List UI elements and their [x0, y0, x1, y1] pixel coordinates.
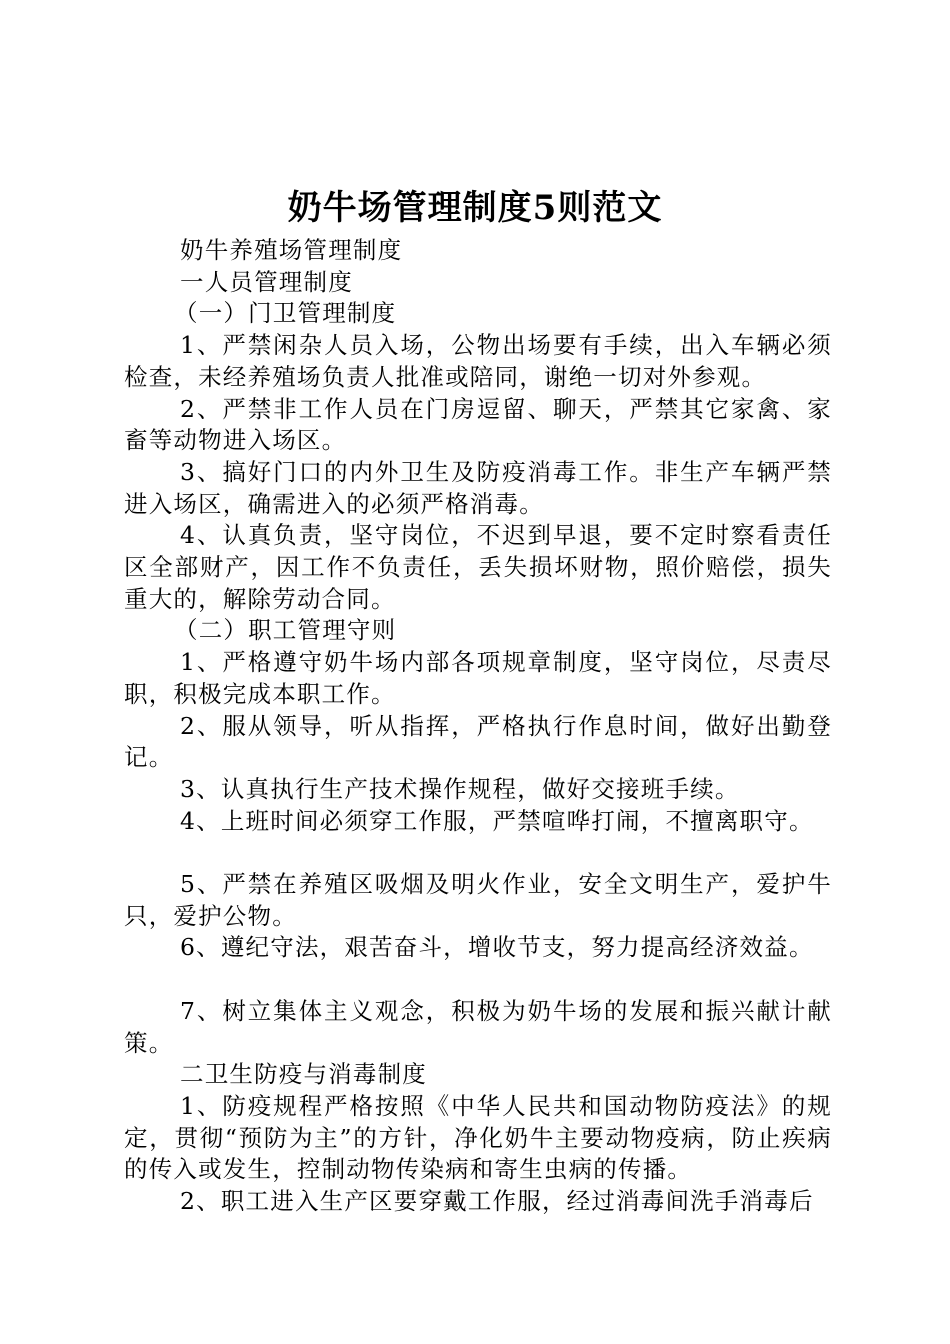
paragraph: 2、职工进入生产区要穿戴工作服，经过消毒间洗手消毒后: [180, 1187, 814, 1216]
paragraph: （一）门卫管理制度: [174, 299, 397, 328]
paragraph: 2、严禁非工作人员在门房逗留、聊天，严禁其它家禽、家畜等动物进入场区。: [124, 394, 832, 455]
paragraph: 二卫生防疫与消毒制度: [180, 1060, 427, 1089]
paragraph: 一人员管理制度: [180, 267, 353, 296]
paragraph: 2、服从领导，听从指挥，严格执行作息时间，做好出勤登记。: [124, 711, 832, 772]
paragraph: （二）职工管理守则: [174, 616, 397, 645]
paragraph: 5、严禁在养殖区吸烟及明火作业，安全文明生产，爱护牛只，爱护公物。: [124, 870, 832, 930]
paragraph: 3、搞好门口的内外卫生及防疫消毒工作。非生产车辆严禁进入场区，确需进入的必须严格消毒。: [124, 457, 832, 518]
paragraph: 3、认真执行生产技术操作规程，做好交接班手续。: [180, 774, 740, 803]
paragraph: 1、严禁闲杂人员入场，公物出场要有手续，出入车辆必须检查，未经养殖场负责人批准或陪同，谢绝一切对外参观。: [124, 331, 832, 391]
paragraph: 4、认真负责，坚守岗位，不迟到早退，要不定时察看责任区全部财产，因工作不负责任，丢失损坏财物，照价赔偿，损失重大的，解除劳动合同。: [124, 521, 832, 613]
paragraph: 4、上班时间必须穿工作服，严禁喧哗打闹，不擅离职守。: [180, 806, 814, 835]
paragraph: 7、树立集体主义观念，积极为奶牛场的发展和振兴献计献策。: [124, 996, 832, 1057]
paragraph: 1、严格遵守奶牛场内部各项规章制度，坚守岗位，尽责尽职，积极完成本职工作。: [124, 648, 832, 708]
document-body: [124, 235, 832, 1218]
document-title: 奶牛场管理制度5则范文: [287, 188, 663, 228]
paragraph: 6、遵纪守法，艰苦奋斗，增收节支，努力提高经济效益。: [180, 933, 814, 962]
paragraph: 奶牛养殖场管理制度: [180, 236, 403, 264]
paragraph: 1、防疫规程严格按照《中华人民共和国动物防疫法》的规定，贯彻“预防为主”的方针，净化奶牛主要动物疫病，防止疾病的传入或发生，控制动物传染病和寄生虫病的传播。: [124, 1091, 832, 1184]
